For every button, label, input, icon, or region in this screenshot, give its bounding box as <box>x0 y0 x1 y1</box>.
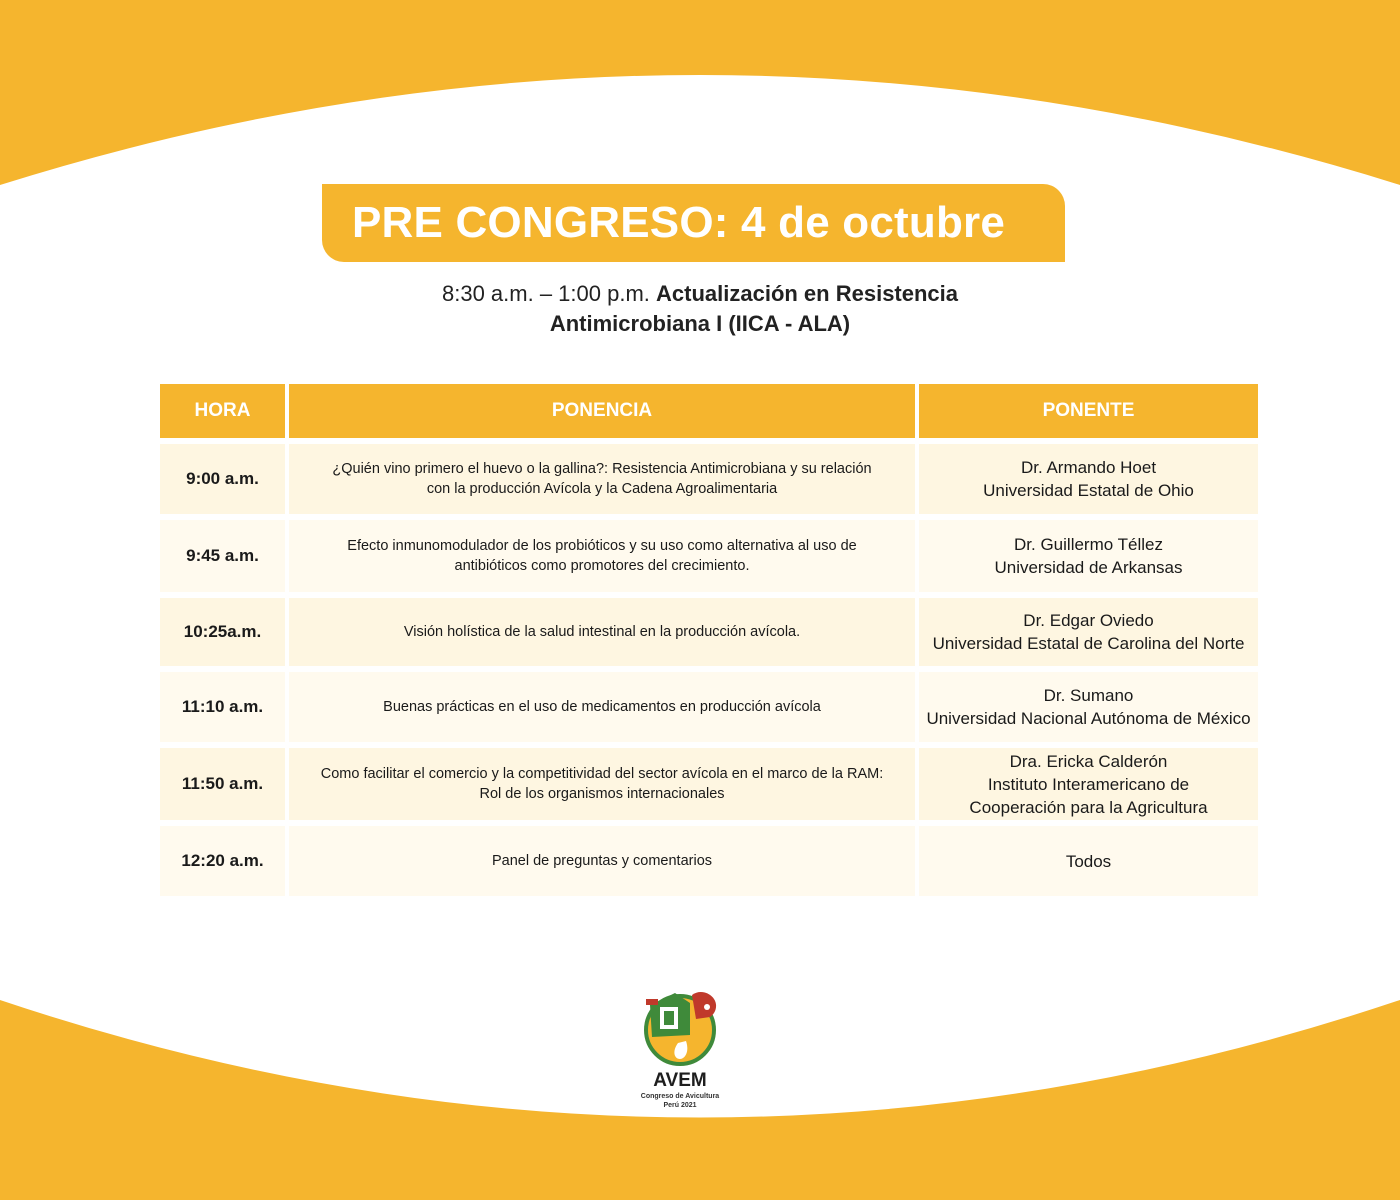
speaker-name: Dr. Edgar Oviedo <box>1023 611 1154 630</box>
table-row <box>160 826 1258 896</box>
row-time: 11:10 a.m. <box>160 672 285 742</box>
row-talk: Visión holística de la salud intestinal en la producción avícola. <box>289 598 915 666</box>
speaker-name: Todos <box>1065 851 1112 871</box>
table-row <box>160 444 1258 514</box>
row-time: 10:25a.m. <box>160 598 285 666</box>
speaker-name: Dra. Ericka Calderón <box>1009 751 1168 771</box>
logo-name: AVEM <box>653 1070 707 1091</box>
header-ponente: PONENTE <box>919 384 1258 438</box>
row-speaker <box>919 748 1258 820</box>
row-talk: Panel de preguntas y comentarios <box>289 826 915 896</box>
row-speaker <box>919 598 1258 666</box>
logo-place-year: Perú 2021 <box>663 1102 697 1109</box>
row-speaker <box>919 672 1258 742</box>
speaker-affiliation: Instituto Interamericano de <box>987 774 1190 794</box>
row-speaker <box>919 826 1258 896</box>
row-talk: Buenas prácticas en el uso de medicamentos en producción avícola <box>289 672 915 742</box>
speaker-name: Dr. Sumano <box>1043 686 1134 705</box>
row-talk: Efecto inmunomodulador de los probióticos y su uso como alternativa al uso de antibióticos como promotores del crecimiento. <box>289 520 915 592</box>
table-row <box>160 672 1258 742</box>
table-row <box>160 748 1258 820</box>
logo-subtitle-line: Congreso de Avicultura <box>640 1093 720 1100</box>
session-title-line1: Actualización en Resistencia <box>656 281 959 306</box>
avem-logo-icon <box>630 985 740 1135</box>
row-speaker <box>919 444 1258 514</box>
table-row <box>160 520 1258 592</box>
schedule-table <box>160 384 1258 902</box>
speaker-affiliation: Universidad Estatal de Ohio <box>983 481 1194 500</box>
session-subtitle <box>300 279 1100 339</box>
header-hora: HORA <box>160 384 285 438</box>
table-row <box>160 598 1258 666</box>
logo-subtitle <box>610 1092 750 1110</box>
speaker-name: Dr. Armando Hoet <box>1020 458 1157 477</box>
row-time: 11:50 a.m. <box>160 748 285 820</box>
page-title: PRE CONGRESO: 4 de octubre <box>351 198 1006 247</box>
header-ponencia: PONENCIA <box>289 384 915 438</box>
row-time: 9:00 a.m. <box>160 444 285 514</box>
speaker-affiliation: Universidad de Arkansas <box>994 558 1183 577</box>
speaker-name: Dr. Guillermo Téllez <box>1014 535 1163 554</box>
speaker-affiliation: Universidad Estatal de Carolina del Norte <box>932 634 1245 653</box>
table-header-row <box>160 384 1258 438</box>
row-talk: Como facilitar el comercio y la competitividad del sector avícola en el marco de la RAM: Rol de los organismos internacionales <box>289 748 915 820</box>
row-time: 12:20 a.m. <box>160 826 285 896</box>
row-talk: ¿Quién vino primero el huevo o la gallina?: Resistencia Antimicrobiana y su relación con la producción Avícola y la Cadena Agroalimentaria <box>289 444 915 514</box>
session-title-line2: Antimicrobiana I (IICA - ALA) <box>549 311 851 336</box>
title-banner <box>322 184 1065 262</box>
speaker-affiliation-line2: Cooperación para la Agricultura <box>969 797 1208 817</box>
row-speaker <box>919 520 1258 592</box>
row-time: 9:45 a.m. <box>160 520 285 592</box>
speaker-affiliation: Universidad Nacional Autónoma de México <box>926 709 1251 728</box>
session-time: 8:30 a.m. – 1:00 p.m. <box>441 281 650 306</box>
